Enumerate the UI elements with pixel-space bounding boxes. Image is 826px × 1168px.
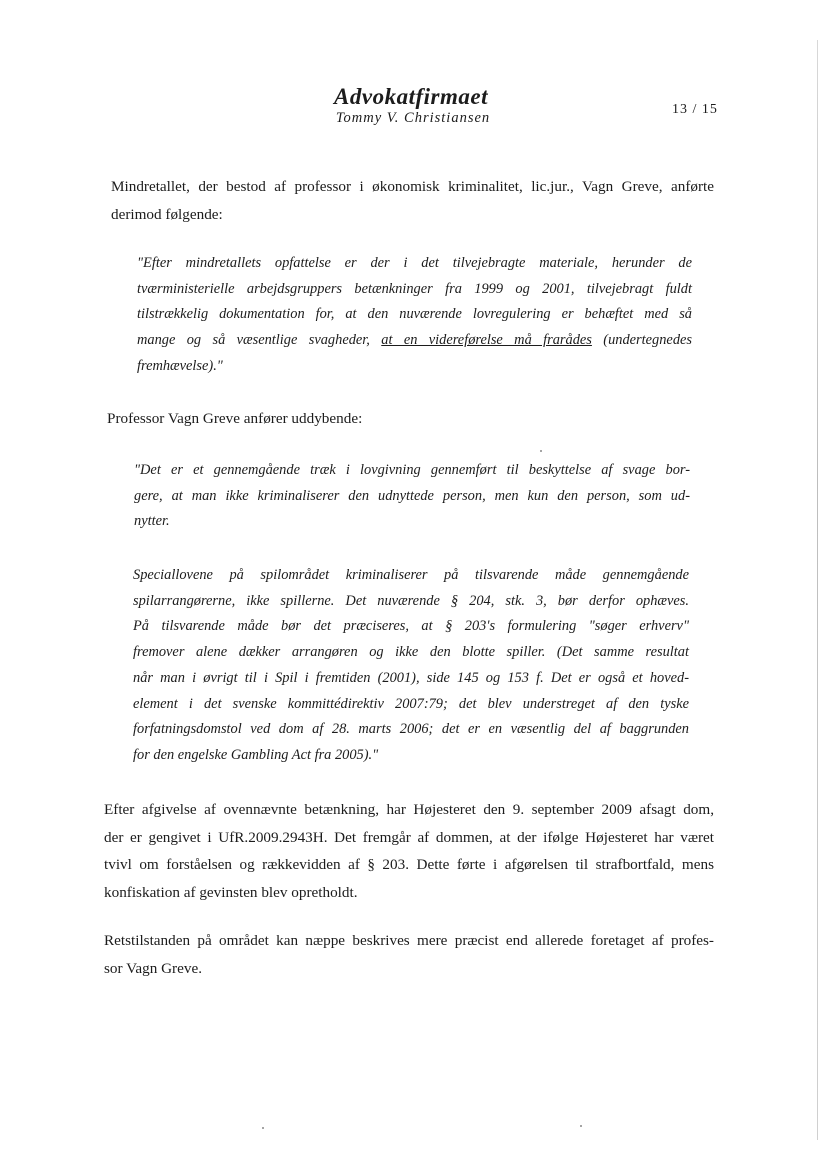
quote-greve-first [134, 458, 690, 535]
text-line: Efter afgivelse af ovennævnte betænkning, har Højesteret den 9. september 2009 afsagt dom, [104, 801, 714, 818]
paragraph-minority [111, 173, 714, 228]
quote-line: spilarrangørerne, ikke spillerne. Det nuværende § 204, stk. 3, bør derfor ophæves. [133, 592, 689, 609]
firm-name: Advokatfirmaet [334, 84, 488, 109]
text-line: derimod følgende: [111, 205, 223, 223]
quote-minority-opinion [137, 251, 692, 380]
underlined-emphasis: at en videreførelse må frarådes [381, 332, 592, 349]
quote-line: "Efter mindretallets opfattelse er der i det tilvejebragte materiale, herunder de [137, 255, 692, 271]
quote-line: tilstrækkelig dokumentation for, at den nuværende lovregulering er behæftet med så [137, 306, 692, 323]
text-line: Professor Vagn Greve anfører uddybende: [107, 410, 363, 427]
text-line: sor Vagn Greve. [104, 959, 202, 977]
quote-line: tværministerielle arbejdsgruppers betænkninger fra 1999 og 2001, tilvejebragt fuldt [137, 280, 692, 297]
quote-line [137, 328, 692, 354]
scan-speck [262, 1127, 264, 1129]
quote-line: element i det svenske kommittédirektiv 2007:79; det blev understreget af den tyske [133, 695, 689, 712]
quote-line: gere, at man ikke kriminaliserer den udnyttede person, men kun den person, som ud- [134, 487, 690, 504]
paragraph-greve-intro [107, 405, 710, 433]
quote-line: fremover alene dækker arrangøren og ikke den blotte spiller. (Det samme resultat [133, 644, 689, 661]
paragraph-legal-state [104, 927, 714, 982]
quote-line: nytter. [134, 513, 170, 530]
text-line: der er gengivet i UfR.2009.2943H. Det fremgår af dommen, at der ifølge Højesteret har været [104, 828, 714, 846]
quote-line: "Det er et gennemgående træk i lovgivning gennemført til beskyttelse af svage bor- [134, 462, 690, 478]
page-number: 13 / 15 [672, 102, 718, 117]
quote-line: når man i øvrigt til i Spil i fremtiden (2001), side 145 og 153 f. Det er også et hoved- [133, 669, 689, 686]
quote-text: mange og så væsentlige svagheder, [137, 332, 382, 349]
text-line: Retstilstanden på området kan næppe beskrives mere præcist end allerede foretaget af profes- [104, 932, 714, 949]
scan-speck [580, 1125, 582, 1127]
text-line: konfiskation af gevinsten blev opretholdt. [104, 883, 358, 901]
quote-greve-second [133, 563, 689, 769]
text-line: tvivl om forståelsen og rækkevidden af § 203. Dette førte i afgørelsen til strafbortfald, mens [104, 856, 714, 873]
quote-line: Speciallovene på spilområdet kriminaliserer på tilsvarende måde gennemgående [133, 567, 689, 583]
quote-line: fremhævelse)." [137, 357, 223, 374]
quote-line: forfatningsdomstol ved dom af 28. marts 2006; det er en væsentlig del af baggrunden [133, 721, 689, 738]
scan-speck [540, 450, 542, 452]
scan-edge-line [817, 40, 818, 1140]
quote-text: (undertegnedes [591, 332, 692, 349]
quote-line: for den engelske Gambling Act fra 2005)." [133, 746, 379, 763]
paragraph-supreme-court [104, 796, 714, 906]
text-line: Mindretallet, der bestod af professor i økonomisk kriminalitet, lic.jur., Vagn Greve, anførte [111, 178, 714, 195]
firm-person: Tommy V. Christiansen [335, 110, 491, 126]
quote-line: På tilsvarende måde bør det præciseres, at § 203's formulering "søger erhverv" [133, 618, 689, 635]
